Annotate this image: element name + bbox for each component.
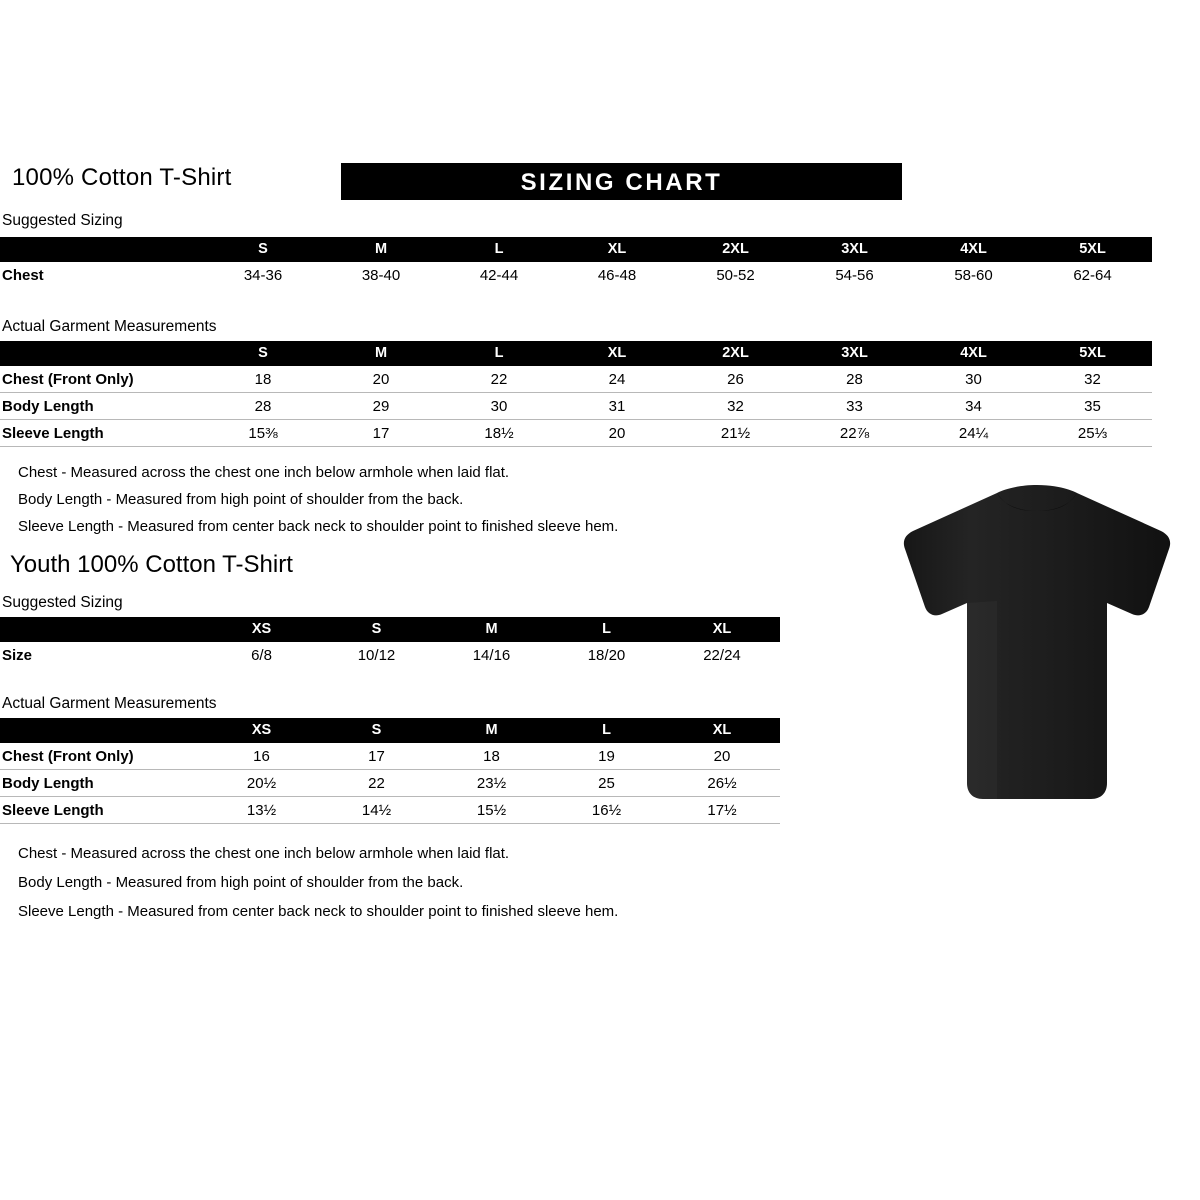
table-cell: 18	[434, 743, 549, 770]
table-header-corner	[0, 237, 204, 262]
table-cell: 17	[322, 420, 440, 447]
table-cell: 20	[322, 366, 440, 393]
table-cell: 18	[204, 366, 322, 393]
table-cell: 21½	[676, 420, 795, 447]
table-cell: 34-36	[243, 266, 283, 284]
table-cell: 34	[914, 393, 1033, 420]
table-row	[0, 797, 780, 824]
table-header-cell: S	[258, 241, 268, 258]
table-header-row	[0, 237, 1152, 262]
table-cell: 46-48	[597, 266, 637, 284]
adult-actual-measurements-label: Actual Garment Measurements	[2, 318, 217, 335]
sizing-chart-banner-text: SIZING CHART	[520, 169, 723, 196]
youth-suggested-sizing-table	[0, 617, 780, 668]
table-cell: 31	[558, 393, 676, 420]
table-cell: 6/8	[251, 646, 272, 664]
table-header-row	[0, 718, 780, 743]
table-header-cell: S	[371, 722, 382, 739]
table-row-label: Chest (Front Only)	[0, 366, 204, 393]
table-row	[0, 393, 1152, 420]
table-header-cell: 2XL	[722, 345, 749, 362]
sizing-chart-banner	[341, 163, 902, 200]
table-cell: 38-40	[361, 266, 401, 284]
table-cell: 20	[664, 743, 780, 770]
table-header-row	[0, 617, 780, 642]
youth-note-body-length: Body Length - Measured from high point of shoulder from the back.	[18, 874, 464, 891]
adult-suggested-sizing-table	[0, 237, 1152, 288]
table-row	[0, 743, 780, 770]
table-row-label: Size	[2, 646, 33, 664]
table-header-row	[0, 341, 1152, 366]
table-cell: 14/16	[472, 646, 511, 664]
table-cell: 28	[204, 393, 322, 420]
adult-suggested-sizing-label: Suggested Sizing	[2, 212, 123, 229]
table-header-cell: XS	[251, 621, 272, 638]
table-cell: 20½	[204, 770, 319, 797]
table-cell: 19	[549, 743, 664, 770]
youth-note-chest: Chest - Measured across the chest one inch below armhole when laid flat.	[18, 845, 510, 862]
table-cell: 17½	[664, 797, 780, 824]
table-header-row	[0, 237, 1152, 262]
table-header-cell: 2XL	[722, 241, 749, 258]
table-cell: 18/20	[587, 646, 626, 664]
adult-product-title: 100% Cotton T-Shirt	[12, 164, 232, 191]
table-cell: 17	[319, 743, 434, 770]
table-header-corner	[0, 617, 204, 642]
adult-note-sleeve-length: Sleeve Length - Measured from center back neck to shoulder point to finished sleeve hem.	[18, 518, 619, 535]
table-body	[0, 642, 780, 668]
table-cell: 35	[1033, 393, 1152, 420]
table-cell: 29	[322, 393, 440, 420]
table-header-cell: M	[374, 345, 388, 362]
table-row	[0, 420, 1152, 447]
table-header-cell: 3XL	[841, 345, 868, 362]
table-header-row	[0, 341, 1152, 366]
table-cell: 22	[440, 366, 558, 393]
table-header-cell: M	[485, 621, 498, 638]
table-cell: 15½	[434, 797, 549, 824]
table-cell: 14½	[319, 797, 434, 824]
table-header-row	[0, 718, 780, 743]
table-cell: 22/24	[703, 646, 741, 664]
table-row	[0, 262, 1152, 288]
table-header-cell: XS	[251, 722, 272, 739]
table-row-label: Chest	[2, 266, 44, 284]
youth-actual-measurements-table	[0, 718, 780, 824]
table-header-cell: L	[494, 345, 504, 362]
table-row-label: Sleeve Length	[0, 420, 204, 447]
table-cell: 30	[440, 393, 558, 420]
adult-actual-measurements-table	[0, 341, 1152, 447]
table-cell: 15⅜	[204, 420, 322, 447]
adult-note-body-length: Body Length - Measured from high point of shoulder from the back.	[18, 491, 464, 508]
table-header-cell: 5XL	[1079, 345, 1106, 362]
table-row-label: Body Length	[0, 770, 204, 797]
table-cell: 24¼	[914, 420, 1033, 447]
table-header-cell: L	[602, 722, 611, 739]
table-cell: 32	[1033, 366, 1152, 393]
table-header-corner	[0, 718, 204, 743]
table-header-cell: 4XL	[960, 241, 987, 258]
table-cell: 16½	[549, 797, 664, 824]
table-cell: 42-44	[479, 266, 519, 284]
youth-note-sleeve-length: Sleeve Length - Measured from center back neck to shoulder point to finished sleeve hem.	[18, 903, 619, 920]
table-header-row	[0, 617, 780, 642]
table-cell: 30	[914, 366, 1033, 393]
youth-product-title: Youth 100% Cotton T-Shirt	[10, 551, 293, 578]
table-body	[0, 743, 780, 824]
table-header-cell: S	[371, 621, 382, 638]
table-cell: 26	[676, 366, 795, 393]
table-header-cell: L	[494, 241, 504, 258]
table-cell: 10/12	[357, 646, 396, 664]
adult-note-chest: Chest - Measured across the chest one inch below armhole when laid flat.	[18, 464, 510, 481]
table-cell: 28	[795, 366, 914, 393]
table-cell: 16	[204, 743, 319, 770]
table-body	[0, 262, 1152, 288]
table-row	[0, 366, 1152, 393]
youth-actual-measurements-label: Actual Garment Measurements	[2, 695, 217, 712]
table-cell: 23½	[434, 770, 549, 797]
table-cell: 26½	[664, 770, 780, 797]
table-row	[0, 770, 780, 797]
table-cell: 32	[676, 393, 795, 420]
table-row	[0, 642, 780, 668]
table-header-cell: 3XL	[841, 241, 868, 258]
youth-suggested-sizing-label: Suggested Sizing	[2, 594, 123, 611]
table-cell: 33	[795, 393, 914, 420]
table-header-cell: XL	[712, 722, 732, 739]
table-header-cell: XL	[607, 241, 627, 258]
table-cell: 50-52	[716, 266, 755, 284]
table-header-cell: S	[258, 345, 268, 362]
table-header-corner	[0, 341, 204, 366]
table-body	[0, 366, 1152, 447]
tshirt-icon	[893, 483, 1181, 813]
table-cell: 62-64	[1073, 266, 1112, 284]
table-header-cell: 4XL	[960, 345, 987, 362]
table-cell: 22	[319, 770, 434, 797]
table-cell: 13½	[204, 797, 319, 824]
table-cell: 20	[558, 420, 676, 447]
table-cell: 54-56	[835, 266, 874, 284]
table-cell: 22⅞	[795, 420, 914, 447]
table-header-cell: 5XL	[1079, 241, 1106, 258]
table-row-label: Body Length	[0, 393, 204, 420]
table-header-cell: M	[485, 722, 498, 739]
table-header-cell: M	[374, 241, 388, 258]
table-header-cell: XL	[712, 621, 732, 638]
table-row-label: Sleeve Length	[0, 797, 204, 824]
table-row-label: Chest (Front Only)	[0, 743, 204, 770]
table-cell: 25	[549, 770, 664, 797]
table-cell: 25⅓	[1033, 420, 1152, 447]
table-cell: 58-60	[954, 266, 993, 284]
table-cell: 24	[558, 366, 676, 393]
tshirt-illustration	[893, 483, 1181, 813]
table-header-cell: L	[602, 621, 611, 638]
table-cell: 18½	[440, 420, 558, 447]
table-header-cell: XL	[607, 345, 627, 362]
